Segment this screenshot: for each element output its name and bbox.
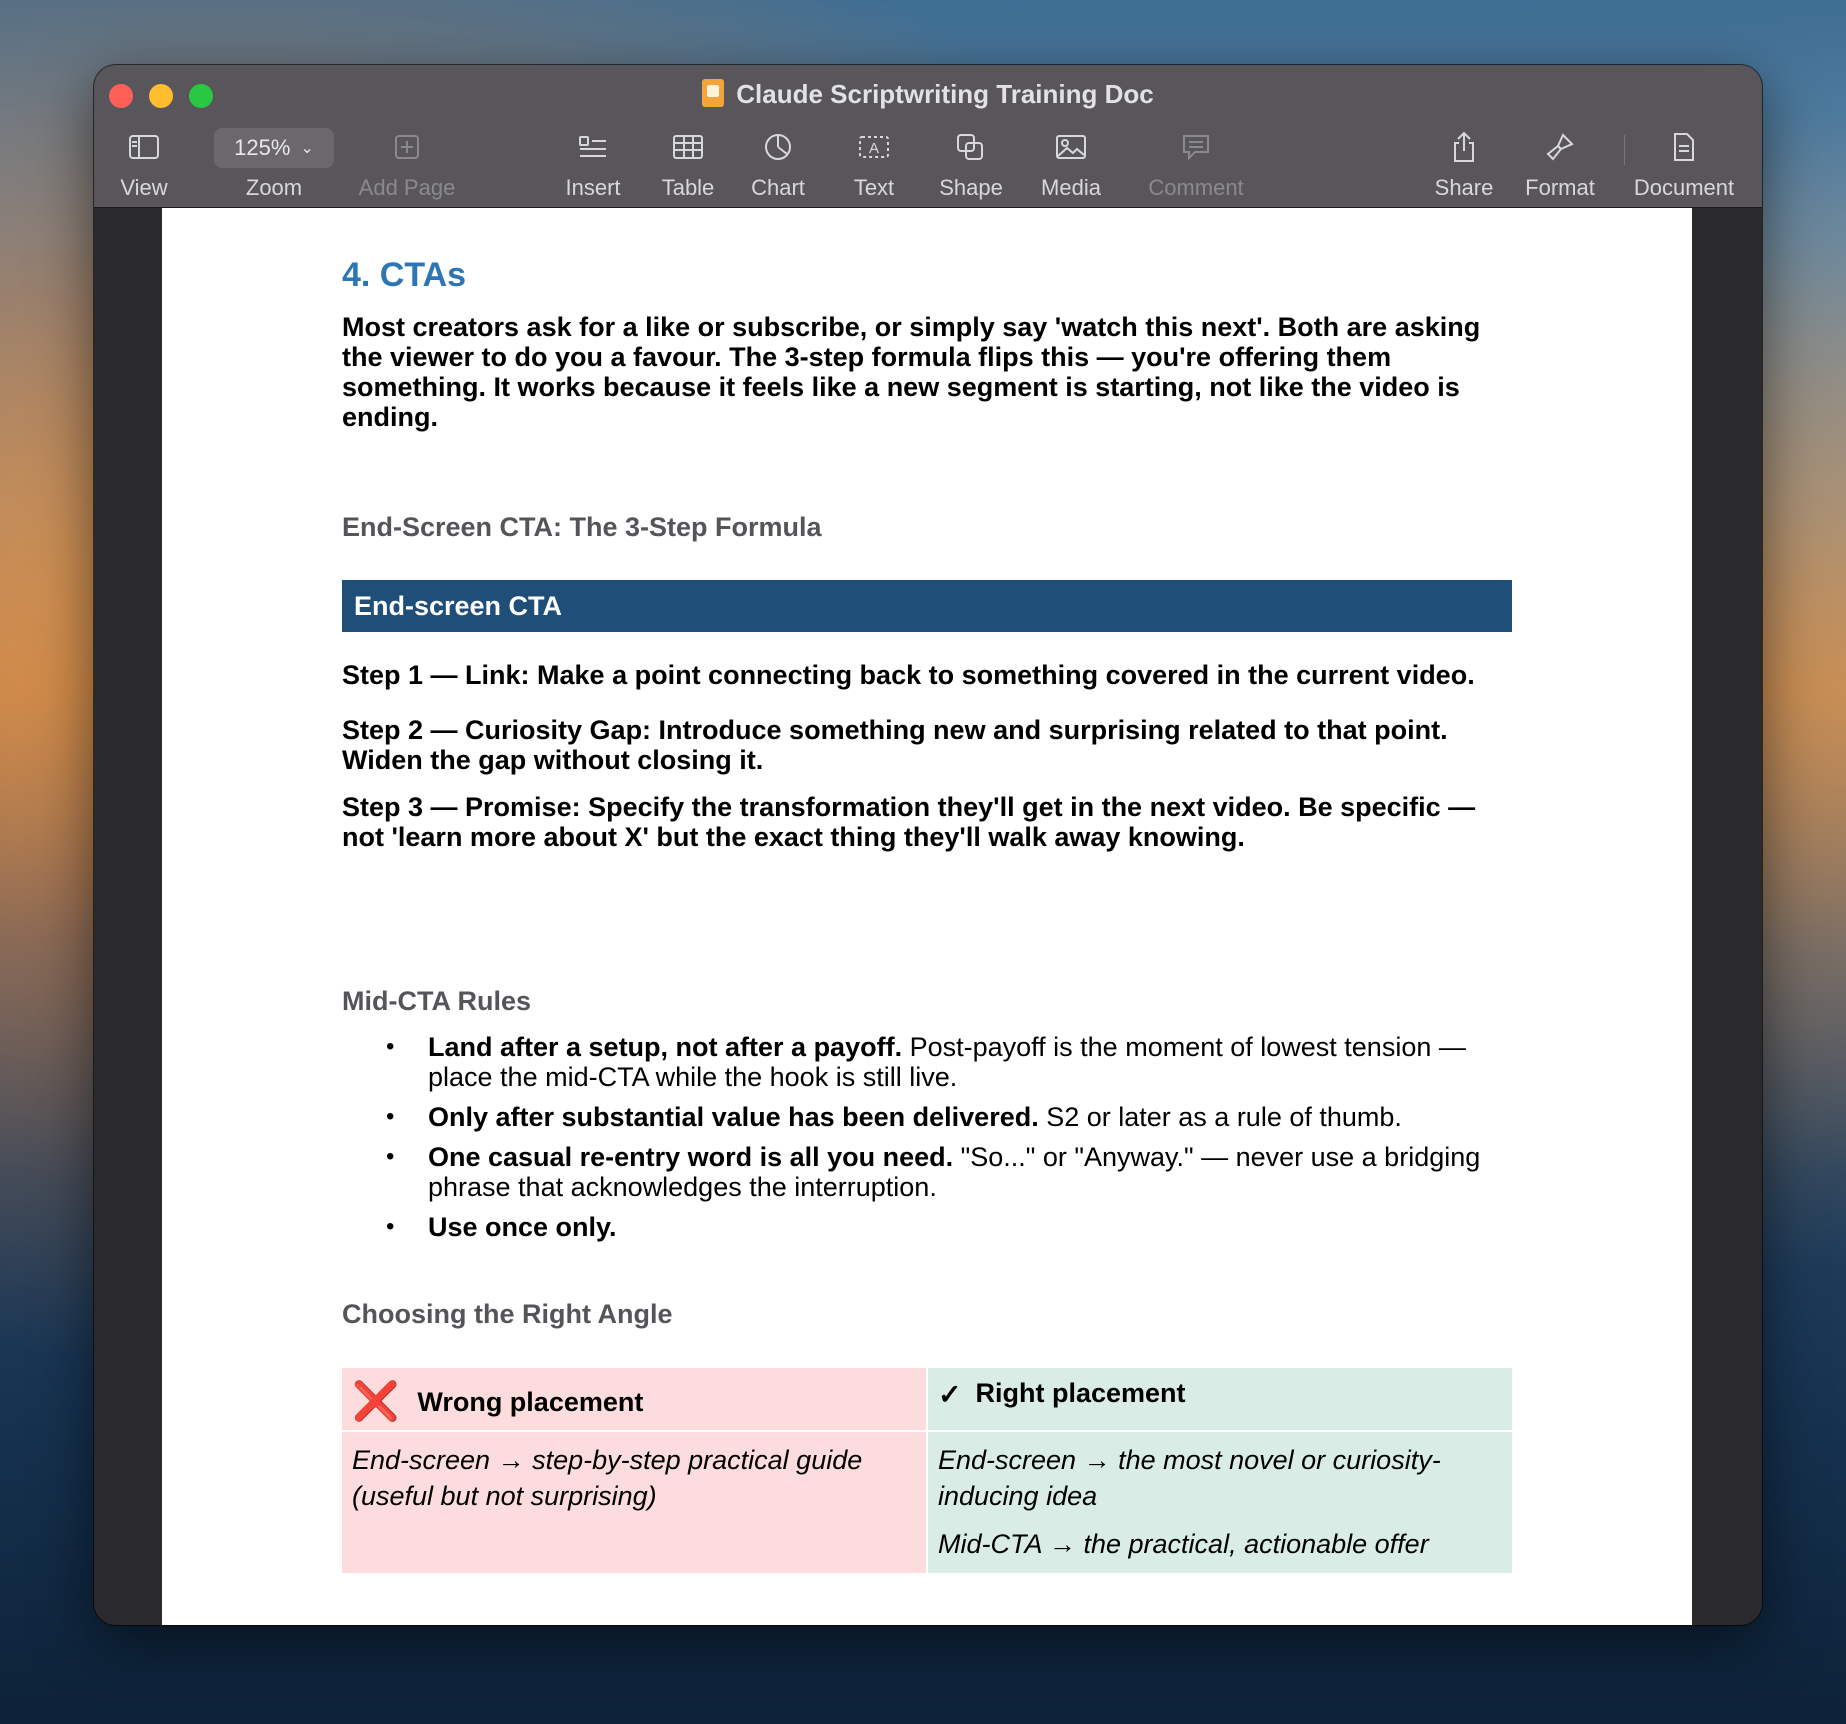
add-page-label: Add Page bbox=[358, 175, 456, 200]
insert-icon bbox=[578, 134, 608, 160]
window-title-text: Claude Scriptwriting Training Doc bbox=[736, 79, 1154, 109]
paintbrush-icon bbox=[1545, 132, 1575, 162]
shape-button[interactable] bbox=[928, 125, 1014, 201]
media-photo-icon bbox=[1055, 134, 1087, 160]
rule-bold: Land after a setup, not after a payoff. bbox=[428, 1032, 903, 1062]
chart-pie-icon bbox=[764, 133, 792, 161]
right-placement-title: Right placement bbox=[975, 1378, 1186, 1408]
rule-bold: Only after substantial value has been delivered. bbox=[428, 1102, 1039, 1132]
table-icon bbox=[672, 134, 704, 160]
list-item bbox=[342, 1142, 1512, 1202]
wrong-placement-header bbox=[342, 1368, 926, 1432]
zoom-value: 125% bbox=[234, 135, 291, 160]
end-screen-banner: End-screen CTA bbox=[342, 580, 1512, 632]
document-canvas[interactable] bbox=[94, 208, 1762, 1625]
wrong-placement-text: End-screen → step-by-step practical guide (useful but not surprising) bbox=[352, 1445, 863, 1511]
mid-cta-rules-list bbox=[342, 1032, 1512, 1252]
add-page-icon bbox=[394, 134, 420, 160]
cross-mark-icon: ❌ bbox=[352, 1381, 400, 1423]
step-1: Step 1 — Link: Make a point connecting back to something covered in the current video. bbox=[342, 660, 1475, 690]
format-button[interactable] bbox=[1514, 125, 1606, 201]
text-box-icon bbox=[858, 134, 890, 160]
list-item bbox=[342, 1032, 1512, 1092]
document-label: Document bbox=[1633, 175, 1735, 200]
add-page-button[interactable] bbox=[352, 125, 462, 201]
list-item bbox=[342, 1212, 1512, 1242]
right-placement-header bbox=[928, 1368, 1512, 1432]
subheading-end-screen: End-Screen CTA: The 3-Step Formula bbox=[342, 512, 822, 542]
rule-text: S2 or later as a rule of thumb. bbox=[1038, 1102, 1402, 1132]
comment-icon bbox=[1181, 133, 1211, 161]
shape-label: Shape bbox=[939, 175, 1003, 200]
document-page[interactable] bbox=[162, 208, 1692, 1625]
pages-window bbox=[94, 65, 1762, 1625]
rule-bold: One casual re-entry word is all you need. bbox=[428, 1142, 954, 1172]
share-label: Share bbox=[1434, 175, 1494, 200]
view-button[interactable] bbox=[114, 125, 174, 201]
share-button[interactable] bbox=[1426, 125, 1502, 201]
text-button[interactable] bbox=[836, 125, 912, 201]
chart-button[interactable] bbox=[740, 125, 816, 201]
document-icon bbox=[1672, 132, 1696, 162]
chart-label: Chart bbox=[751, 175, 805, 200]
step-3: Step 3 — Promise: Specify the transformation they'll get in the next video. Be specific — not 'learn more about X' but the exact thing they'll walk away knowing. bbox=[342, 792, 1476, 852]
rule-text: "So..." or "Anyway." — never use a bridging phrase that acknowledges the interruption. bbox=[428, 1142, 1481, 1202]
right-placement-column bbox=[926, 1368, 1512, 1573]
shape-icon bbox=[956, 133, 986, 161]
intro-paragraph: Most creators ask for a like or subscribe, or simply say 'watch this next'. Both are asking the viewer to do you a favour. The 3-step formula flips this — you're offering them something. It works because it feels like a new segment is starting, not like the video is ending. bbox=[342, 312, 1481, 432]
toolbar-divider bbox=[1624, 135, 1625, 165]
view-label: View bbox=[120, 175, 168, 200]
share-icon bbox=[1451, 131, 1477, 163]
subheading-mid-cta: Mid-CTA Rules bbox=[342, 986, 531, 1016]
subheading-right-angle: Choosing the Right Angle bbox=[342, 1299, 673, 1329]
table-button[interactable] bbox=[650, 125, 726, 201]
titlebar bbox=[94, 65, 1762, 208]
list-item bbox=[342, 1102, 1512, 1132]
wrong-placement-title: Wrong placement bbox=[417, 1386, 644, 1417]
insert-label: Insert bbox=[565, 175, 621, 200]
right-placement-text-2: Mid-CTA → the practical, actionable offer bbox=[938, 1529, 1429, 1559]
document-button[interactable] bbox=[1628, 125, 1740, 201]
rule-text: Post-payoff is the moment of lowest tension — place the mid-CTA while the hook is still live. bbox=[428, 1032, 1466, 1092]
right-placement-body bbox=[928, 1432, 1512, 1562]
zoom-dropdown[interactable] bbox=[214, 128, 334, 168]
window-title bbox=[94, 79, 1762, 110]
media-label: Media bbox=[1041, 175, 1101, 200]
zoom-control[interactable] bbox=[212, 125, 336, 201]
text-label: Text bbox=[853, 175, 895, 200]
comment-label: Comment bbox=[1148, 175, 1244, 200]
rule-bold: Use once only. bbox=[428, 1212, 617, 1242]
table-label: Table bbox=[661, 175, 715, 200]
svg-text:A: A bbox=[868, 140, 880, 157]
insert-button[interactable] bbox=[550, 125, 636, 201]
media-button[interactable] bbox=[1026, 125, 1116, 201]
wrong-placement-column bbox=[342, 1368, 926, 1573]
section-heading: 4. CTAs bbox=[342, 256, 467, 294]
step-2: Step 2 — Curiosity Gap: Introduce something new and surprising related to that point. Widen the gap without closing it. bbox=[342, 715, 1448, 775]
right-placement-text-1: End-screen → the most novel or curiosity-inducing idea bbox=[938, 1445, 1441, 1511]
comparison-table bbox=[342, 1368, 1512, 1573]
zoom-label: Zoom bbox=[245, 175, 303, 200]
chevron-down-icon: ⌄ bbox=[300, 140, 314, 157]
comment-button[interactable] bbox=[1140, 125, 1252, 201]
wrong-placement-body bbox=[342, 1432, 926, 1514]
check-mark-icon: ✓ bbox=[938, 1379, 962, 1410]
format-label: Format bbox=[1525, 175, 1595, 200]
pages-document-icon bbox=[702, 79, 724, 107]
sidebar-icon bbox=[128, 134, 160, 160]
